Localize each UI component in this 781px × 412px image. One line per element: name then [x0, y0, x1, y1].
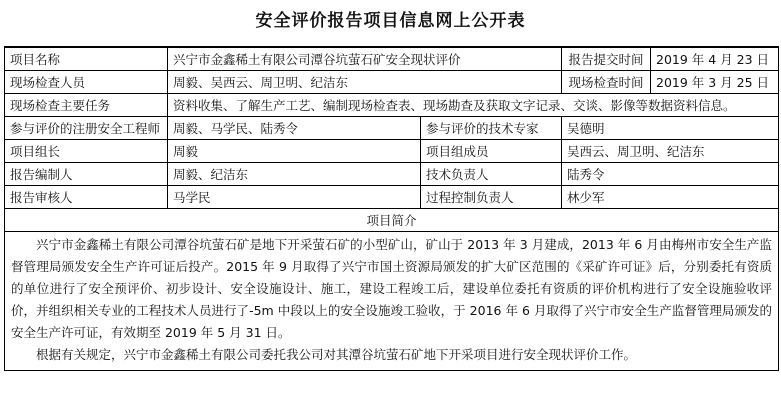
submit-time-label: 报告提交时间 [562, 47, 651, 71]
leader-value: 周毅 [168, 140, 421, 163]
inspectors-value: 周毅、吴西云、周卫明、纪洁东 [168, 71, 562, 94]
experts-value: 吴德明 [562, 117, 779, 140]
tasks-label: 现场检查主要任务 [5, 94, 168, 117]
engineers-label: 参与评价的注册安全工程师 [5, 117, 168, 140]
inspection-time-label: 现场检查时间 [562, 71, 651, 94]
summary-paragraph-1: 兴宁市金鑫稀土有限公司潭谷坑萤石矿是地下开采萤石矿的小型矿山，矿山于 2013 年 3 月建成，2013 年 6 月由梅州市安全生产监督管理局颁发安全生产许可证后投产。2015 年 9 月取得了兴宁市国土资源局颁发的扩大矿区范围的《采矿许可证》后，分别委托有资质的单位进行了安全预评价、初步设计、安全设施设计、施工，建设工程竣工后，建设单位委托有资质的评价机构进行了安全设施验收评价，并组织相关专业的工程技术人员进行了-5m 中段以上的安全设施竣工验收，于 2016 年 6 月取得了兴宁市安全生产监督管理局颁发的安全生产许可证，有效期至 2019 年 5 月 31 日。 [11, 237, 773, 340]
summary-paragraph-2: 根据有关规定，兴宁市金鑫稀土有限公司委托我公司对其潭谷坑萤石矿地下开采项目进行安全现状评价工作。 [36, 347, 637, 362]
tasks-value: 资料收集、了解生产工艺、编制现场检查表、现场勘查及获取文字记录、交谈、影像等数据资料信息。 [168, 94, 779, 117]
row-summary [5, 232, 779, 371]
leader-label: 项目组长 [5, 140, 168, 163]
row-tasks [5, 94, 779, 117]
tech-lead-label: 技术负责人 [421, 163, 562, 186]
members-label: 项目组成员 [421, 140, 562, 163]
row-inspectors [5, 71, 779, 94]
row-reviewer [5, 186, 779, 209]
row-leader [5, 140, 779, 163]
tech-lead-value: 陆秀令 [562, 163, 779, 186]
inspection-time-value: 2019 年 3 月 25 日 [651, 71, 779, 94]
row-summary-heading [5, 209, 779, 232]
engineers-value: 周毅、马学民、陆秀令 [168, 117, 421, 140]
members-value: 吴西云、周卫明、纪洁东 [562, 140, 779, 163]
inspectors-label: 现场检查人员 [5, 71, 168, 94]
reviewer-value: 马学民 [168, 186, 421, 209]
process-control-value: 林少军 [562, 186, 779, 209]
submit-time-value: 2019 年 4 月 23 日 [651, 47, 779, 71]
summary-body [5, 232, 779, 371]
compiler-label: 报告编制人 [5, 163, 168, 186]
project-name-label: 项目名称 [5, 47, 168, 71]
reviewer-label: 报告审核人 [5, 186, 168, 209]
summary-heading: 项目简介 [5, 209, 779, 232]
row-engineers [5, 117, 779, 140]
process-control-label: 过程控制负责人 [421, 186, 562, 209]
row-compiler [5, 163, 779, 186]
project-name-value: 兴宁市金鑫稀土有限公司潭谷坑萤石矿安全现状评价 [168, 47, 562, 71]
compiler-value: 周毅、纪洁东 [168, 163, 421, 186]
page-title: 安全评价报告项目信息网上公开表 [255, 11, 526, 31]
row-project-name [5, 47, 779, 71]
experts-label: 参与评价的技术专家 [421, 117, 562, 140]
info-table [4, 46, 779, 371]
